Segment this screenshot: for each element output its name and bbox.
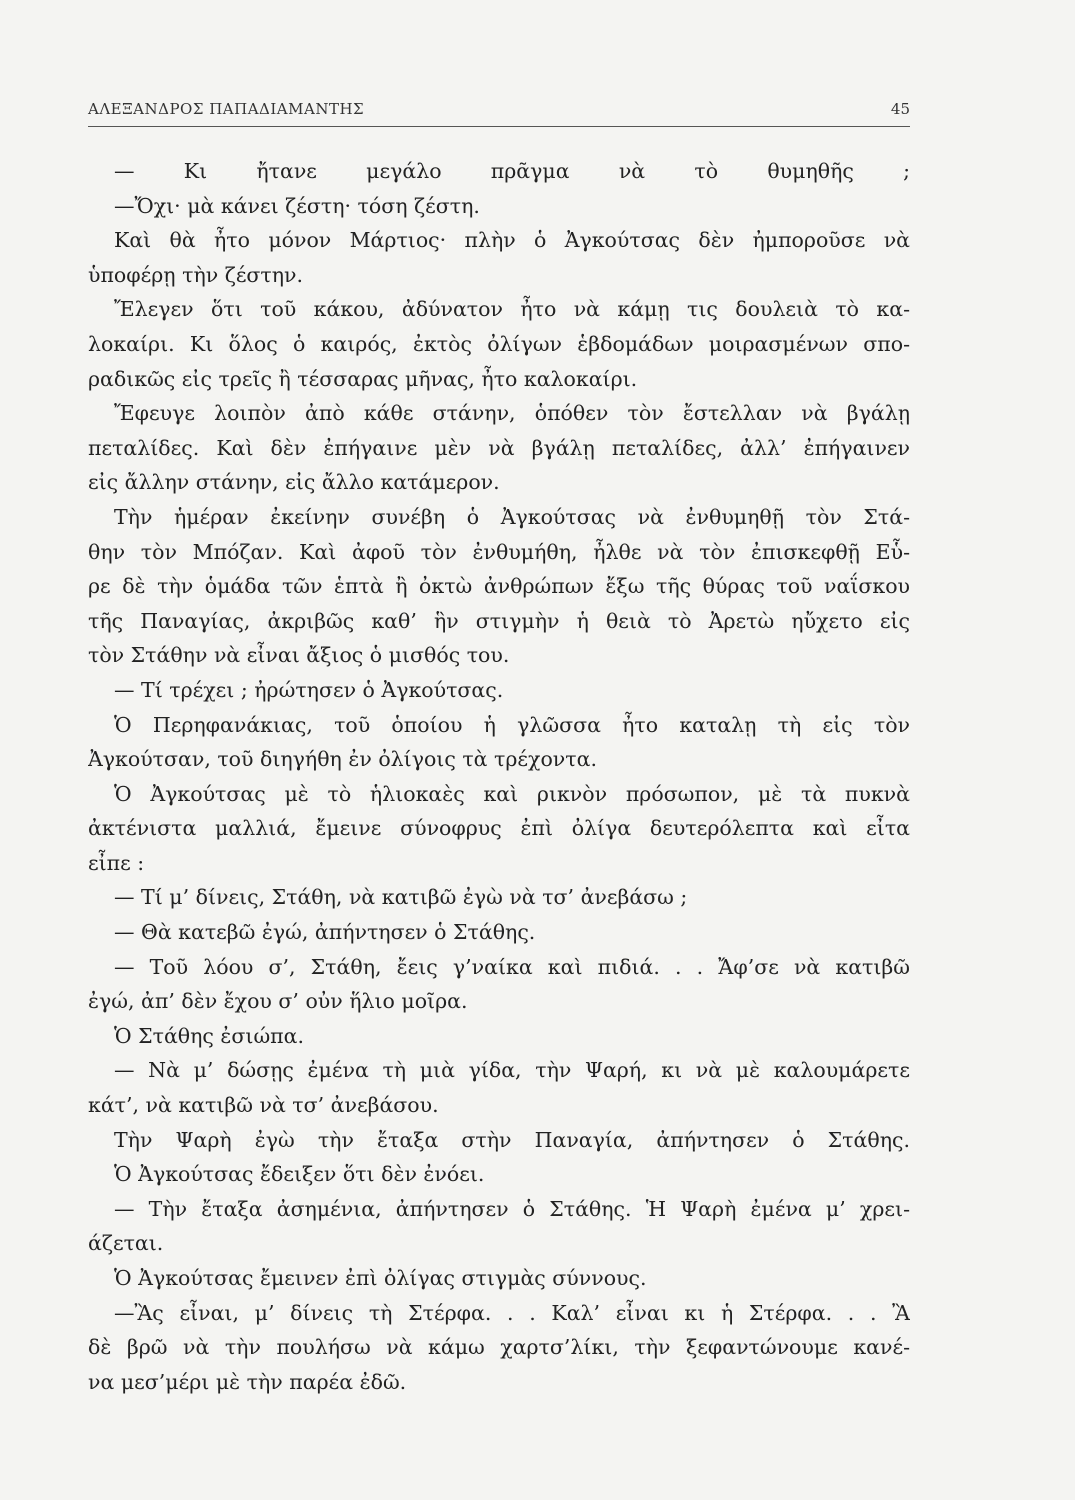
text-line: — Νὰ μ’ δώσῃς ἐμένα τὴ μιὰ γίδα, τὴν Ψαρή, κι νὰ μὲ καλουμάρετε (114, 1058, 910, 1083)
text-line: Ὁ Ἀγκούτσας ἔμεινεν ἐπὶ ὀλίγας στιγμὰς σύννους. (114, 1266, 647, 1290)
text-line: κάτ’, νὰ κατιβῶ νὰ τσ’ ἀνεβάσου. (88, 1093, 439, 1118)
text-line: θην τὸν Μπόζαν. Καὶ ἀφοῦ τὸν ἐνθυμήθη, ἦλθε νὰ τὸν ἐπισκεφθῇ Εὗ- (88, 539, 910, 564)
text-line: άζεται. (88, 1231, 164, 1256)
text-line: ρε δὲ τὴν ὁμάδα τῶν ἑπτὰ ἢ ὀκτὼ ἀνθρώπων ἔξω τῆς θύρας τοῦ ναΐσκου (88, 574, 910, 599)
text-line: Τὴν ἡμέραν ἐκείνην συνέβη ὁ Ἀγκούτσας νὰ ἐνθυμηθῇ τὸν Στά- (114, 504, 910, 529)
text-line: ὑποφέρῃ τὴν ζέστην. (88, 262, 304, 287)
page-header (88, 100, 910, 127)
text-line: ἀκτένιστα μαλλιά, ἔμεινε σύνοφρυς ἐπὶ ὀλίγα δευτερόλεπτα καὶ εἶτα (88, 816, 910, 841)
text-line: ἐγώ, ἀπ’ δὲν ἔχου σ’ οὐν ἥλιο μοῖρα. (88, 989, 468, 1014)
text-line: τὸν Στάθην νὰ εἶναι ἄξιος ὁ μισθός του. (88, 643, 510, 668)
text-line: Ὁ Στάθης ἐσιώπα. (114, 1023, 305, 1048)
running-head: ΑΛΕΞΑΝΔΡΟΣ ΠΑΠΑΔΙΑΜΑΝΤΗΣ (88, 100, 365, 118)
text-line: Καὶ θὰ ἦτο μόνον Μάρτιος· πλὴν ὁ Ἀγκούτσας δὲν ἠμποροῦσε νὰ (114, 228, 910, 253)
text-line: — Κι ἤτανε μεγάλο πρᾶγμα νὰ τὸ θυμηθῆς ; (114, 159, 910, 183)
text-line: εἰς ἄλλην στάνην, εἰς ἄλλο κατάμερον. (88, 470, 500, 495)
text-line: Ἔλεγεν ὅτι τοῦ κάκου, ἀδύνατον ἦτο νὰ κάμῃ τις δουλειὰ τὸ κα- (114, 297, 910, 322)
text-line: — Τί μ’ δίνεις, Στάθη, νὰ κατιβῶ ἐγὼ νὰ τσ’ ἀνεβάσω ; (114, 885, 688, 910)
text-line: —Ἂς εἶναι, μ’ δίνεις τὴ Στέρφα. . . Καλ’ εἶναι κι ἡ Στέρφα. . . Ἂ (114, 1300, 910, 1325)
text-line: ραδικῶς εἰς τρεῖς ἢ τέσσαρας μῆνας, ἦτο καλοκαίρι. (88, 366, 638, 391)
text-line: Ἀγκούτσαν, τοῦ διηγήθη ἐν ὀλίγοις τὰ τρέχοντα. (88, 747, 597, 772)
text-line: να μεσ’μέρι μὲ τὴν παρέα ἐδῶ. (88, 1369, 407, 1394)
text-line: πεταλίδες. Καὶ δὲν ἐπήγαινε μὲν νὰ βγάλῃ πεταλίδες, ἀλλ’ ἐπήγαινεν (88, 435, 910, 460)
text-line: Ὁ Περηφανάκιας, τοῦ ὁποίου ἡ γλῶσσα ἦτο καταλῃ τὴ εἰς τὸν (114, 712, 910, 737)
text-line: λοκαίρι. Κι ὅλος ὁ καιρός, ἐκτὸς ὀλίγων ἑβδομάδων μοιρασμένων σπο- (88, 331, 910, 356)
text-line: Τὴν Ψαρὴ ἐγὼ τὴν ἔταξα στὴν Παναγία, ἀπήντησεν ὁ Στάθης. (114, 1127, 910, 1152)
text-line: δὲ βρῶ νὰ τὴν πουλήσω νὰ κάμω χαρτσ’λίκι, τὴν ξεφαντώνουμε κανέ- (88, 1335, 910, 1360)
text-line: Ὁ Ἀγκούτσας μὲ τὸ ἡλιοκαὲς καὶ ρικνὸν πρόσωπον, μὲ τὰ πυκνὰ (114, 781, 910, 806)
text-line: — Θὰ κατεβῶ ἐγώ, ἀπήντησεν ὁ Στάθης. (114, 920, 536, 945)
text-line: τῆς Παναγίας, ἀκριβῶς καθ’ ἣν στιγμὴν ἡ θειὰ τὸ Ἀρετὼ ηὔχετο εἰς (88, 608, 910, 633)
body-text (88, 154, 910, 1399)
text-line: — Τί τρέχει ; ἠρώτησεν ὁ Ἀγκούτσας. (114, 677, 504, 702)
text-line: Ὁ Ἀγκούτσας ἔδειξεν ὅτι δὲν ἐνόει. (114, 1162, 485, 1187)
text-line: —Ὄχι· μὰ κάνει ζέστη· τόση ζέστη. (114, 193, 480, 218)
text-line: εἶπε : (88, 850, 145, 875)
text-line: — Τοῦ λόου σ’, Στάθη, ἔεις γ’ναίκα καὶ πιδιά. . . Ἄφ’σε νὰ κατιβῶ (114, 954, 910, 979)
page-number: 45 (890, 100, 910, 118)
text-line: Ἔφευγε λοιπὸν ἀπὸ κάθε στάνην, ὁπόθεν τὸν ἔστελλαν νὰ βγάλῃ (114, 401, 910, 426)
text-line: — Τὴν ἔταξα ἀσημένια, ἀπήντησεν ὁ Στάθης. Ἡ Ψαρὴ ἐμένα μ’ χρει- (114, 1196, 910, 1221)
